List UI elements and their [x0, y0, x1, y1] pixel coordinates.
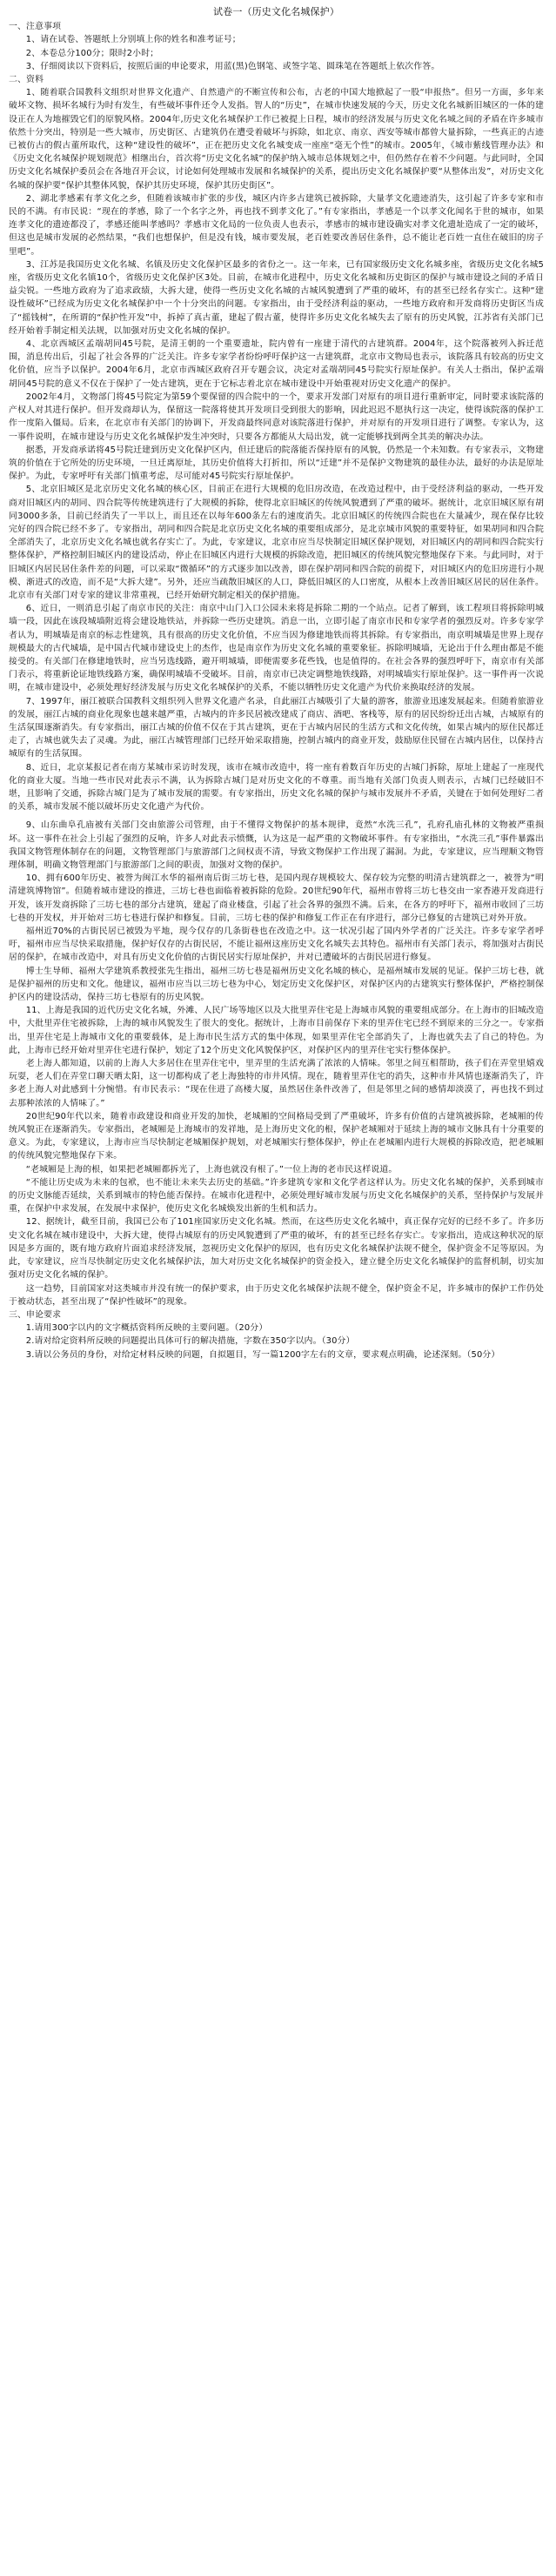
- notice-heading: 一、注意事项: [9, 22, 62, 32]
- material-paragraph: 20世纪90年代以来，随着市政建设和商业开发的加快，老城厢的空间格局受到了严重破坏，许多有价值的古建筑被拆除，老城厢的传统风貌正在逐渐消失。专家指出，老城厢是上海城市的发祥地，是上海历史文化的根，保护老城厢对于延续上海的城市文脉具有十分重要的意义。为此，专家建议，上海市应当尽快制定老城厢保护规划，对老城厢实行整体保护，停止在老城厢内进行大规模的拆除改造，把老城厢的传统风貌完整地保存下来。: [9, 1111, 544, 1161]
- requirements-section: [9, 1308, 544, 1362]
- material-paragraph: 10、拥有600年历史、被誉为闽江水华的福州南后街三坊七巷，是国内现存规模较大、保存较为完整的明清古建筑群之一，被誉为“明清建筑博物馆”。但随着城市建设的推进，三坊七巷也面临着被拆除的危险。20世纪90年代，福州市曾将三坊七巷交由一家香港开发商进行开发，该开发商拆除了三坊七巷的部分古建筑，建起了商业楼盘，引起了社会各界的强烈不满。后来，在各方的呼吁下，福州市收回了三坊七巷的开发权，并开始对三坊七巷进行保护和修复。目前，三坊七巷的保护和修复工作正在有序进行，部分已修复的古建筑已对外开放。: [9, 873, 544, 923]
- material-paragraph: “老城厢是上海的根，如果把老城厢都拆光了，上海也就没有根了。”一位上海的老市民这样说道。: [25, 1164, 398, 1174]
- material-paragraph: 11、上海是我国的近代历史文化名城，外滩、人民广场等地区以及大批里弄住宅是上海城市风貌的重要组成部分。在上海市的旧城改造中，大批里弄住宅被拆除，上海的城市风貌发生了很大的变化。据统计，上海市目前保存下来的里弄住宅已经不到原来的三分之一。专家指出，里弄住宅是上海城市文化的重要载体，是上海市民生活方式的集中体现，如果里弄住宅全部消失了，上海也就失去了自己的特色。为此，上海市已经开始对里弄住宅进行保护，划定了12个历史文化风貌保护区，对保护区内的里弄住宅实行整体保护。: [9, 1006, 544, 1055]
- material-paragraph: 7、1997年，丽江被联合国教科文组织列入世界文化遗产名录，自此丽江古城吸引了大量的游客，旅游业迅速发展起来。但随着旅游业的发展，丽江古城的商业化现象也越来越严重，古城内的许多民居被改建成了商店、酒吧、客栈等，原有的居民纷纷迁出古城，古城原有的生活氛围逐渐消失。有专家指出，丽江古城的价值不仅在于其古建筑，更在于古城内居民的生活方式和文化传统，如果古城内的原住民都迁走了，古城也就失去了灵魂。为此，丽江古城管理部门已经开始采取措施，控制古城内的商业开发，鼓励原住民留在古城内居住，以保持古城原有的生活氛围。: [9, 696, 544, 759]
- material-paragraph: 2、湖北孝感素有孝文化之乡，但随着该城市扩张的步伐，城区内许多古建筑已被拆除，大量孝文化遗迹消失，这引起了许多专家和市民的不满。有市民说：“现在的孝感，除了一个名字之外，再也找不到孝文化了。”有专家指出，孝感是一个以孝文化闻名于世的城市，如果连孝文化的遗迹都没了，孝感还能叫孝感吗？孝感市文化局的一位负责人也表示，孝感市的城市建设确实对孝文化遗址造成了一定的破坏，但这也是城市发展的必然结果，“我们也想保护，但是没有钱，城市要发展，老百姓要改善居住条件，总不能让老百姓一直住在破旧的房子里吧”。: [9, 193, 544, 257]
- material-paragraph: 12、据统计，截至目前，我国已公布了101座国家历史文化名城。然而，在这些历史文化名城中，真正保存完好的已经不多了。许多历史文化名城在城市建设中，大拆大建，使得古城原有的历史风貌遭到了严重的破坏，有的甚至已经名存实亡。专家指出，造成这种状况的原因是多方面的，既有地方政府片面追求经济发展，忽视历史文化保护的原因，也有历史文化名城保护法规不健全，保护资金不足等原因。为此，专家建议，应当尽快制定历史文化名城保护法，加大对历史文化名城保护的资金投入，建立健全历史文化名城保护的监督机制，切实加强对历史文化名城的保护。: [9, 1217, 544, 1281]
- material-paragraph: “不能让历史成为未来的包袱，也不能让未来失去历史的基础。”许多建筑专家和文化学者这样认为。历史文化名城的保护，关系到城市的历史文脉能否延续，关系到城市的特色能否保持。在城市化进程中，必须处理好城市发展与历史文化名城保护的关系，坚持保护与发展并重，在保护中求发展，在发展中求保护，使历史文化名城焕发出新的生机和活力。: [9, 1177, 544, 1214]
- requirement-item: 2.请对给定资料所反映的问题提出具体可行的解决措施，字数在350字以内。（30分）: [25, 1336, 355, 1347]
- material-paragraph: 3、江苏是我国历史文化名城、名镇及历史文化保护区最多的省份之一。这一年来，已有国家级历史文化名城多座，省级历史文化名城5座，省级历史文化名镇10个，省级历史文化保护区3处。目前，在城市化进程中，历史文化名城和历史街区的保护与城市建设之间的矛盾日益尖锐。一些地方政府为了追求政绩，大拆大建，使得一些历史文化名城的古城风貌遭到了严重的破坏，有的甚至已经名存实亡。这种“建设性破坏”已经成为历史文化名城保护中一个十分突出的问题。专家指出，由于受经济利益的驱动，一些地方政府和开发商将历史街区当成了“摇钱树”，在所谓的“保护性开发”中，拆掉了真古董，建起了假古董，使得许多历史文化名城失去了原有的历史风貌，江苏省有关部门已经开始着手制定相关法规，以加强对历史文化名城的保护。: [9, 259, 544, 336]
- material-paragraph: 9、山东曲阜孔庙被有关部门交由旅游公司管理，由于不懂得文物保护的基本规律，竟然“水洗三孔”，孔府孔庙孔林的文物被严重损坏。这一事件在社会上引起了强烈的反响，许多人对此表示愤慨，认为这是一起严重的文物破坏事件。有专家指出，“水洗三孔”事件暴露出我国文物管理体制存在的问题，文物管理部门与旅游部门之间权责不清，导致文物保护工作出现了漏洞。为此，专家建议，应当理顺文物管理体制，明确文物管理部门与旅游部门之间的职责，加强对文物的保护。: [9, 820, 544, 870]
- material-paragraph: 老上海人都知道，以前的上海人大多居住在里弄住宅中，里弄里的生活充满了浓浓的人情味。邻里之间互相帮助，孩子们在弄堂里嬉戏玩耍，老人们在弄堂口聊天晒太阳，这一切都构成了老上海独特的市井风情。现在，随着里弄住宅的消失，这种市井风情也逐渐消失了，许多老上海人对此感到十分惋惜。有市民表示：“现在住进了高楼大厦，虽然居住条件改善了，但是邻里之间的感情却淡漠了，再也找不到过去那种浓浓的人情味了。”: [9, 1059, 544, 1108]
- notice-item: 3、仔细阅读以下资料后，按照后面的申论要求，用蓝(黑)色钢笔、或签字笔、圆珠笔在答题纸上依次作答。: [25, 61, 440, 71]
- material-paragraph: 据悉，开发商承诺将45号院迁建到历史文化保护区内，但迁建后的院落能否保持原有的风貌，仍然是一个未知数。有专家表示，文物建筑的价值在于它所处的历史环境，一旦迁离原址，其历史价值将大打折扣，所以“迁建”并不是保护文物建筑的最佳办法，最好的办法是原址保护。为此，专家呼吁有关部门慎重考虑，尽可能对45号院实行原址保护。: [9, 445, 544, 482]
- requirement-item: 1.请用300字以内的文字概括资料所反映的主要问题。（20分）: [25, 1323, 268, 1334]
- notice-item: 1、请在试卷、答题纸上分别填上你的姓名和准考证号；: [25, 35, 241, 45]
- material-paragraph: 1、随着联合国教科文组织对世界文化遗产、自然遗产的不断宣传和公布，古老的中国大地掀起了一股“申报热”。但另一方面，多年来破坏文物、损坏名城行为时有发生，有些破坏事件还令人发指。智人的“历史”，在城市快速发展的今天，历史文化名城新旧城区的一体的建设正在人为地摧毁它们的原貌风格。2004年,历史文化名城保护工作已被提上日程，城市的经济发展与历史文化名城之间的矛盾在许多城市依然十分突出，特别是一些大城市，历史街区、古建筑仍在遭受着破坏与拆除，如北京、南京、西安等城市都曾大量拆除，一些真正的古迹已被仿古的假古董所取代，这种“建设性的破坏”，正在把历史文化名城变成一座座“毫无个性”的城市。2005年，《城市紫线管理办法》和《历史文化名城保护规划规范》相继出台，首次将“历史文化名城”的保护纳入城市总体规划之中，但仍然存在着不少问题。与此同时，全国历史文化名城保护委员会在各地召开会议，讨论如何处理城市发展和名城保护的关系，提出历史文化名城保护要“从整体出发”，对历史文化名城的保护要“保护其整体风貌，保护其历史环境，保护其历史街区”。: [9, 88, 544, 191]
- material-paragraph: 8、近日，北京某报记者在南方某城市采访时发现，该市在城市改造中，将一座有着数百年历史的古城门拆除，原址上建起了一座现代化的商业大厦。当地一些市民对此表示不满，认为拆除古城门是对历史文化的不尊重。而当地有关部门负责人则表示，古城门已经破旧不堪，且影响了交通，拆除古城门是为了城市发展的需要。有专家指出，历史文化名城的保护与城市发展并不矛盾，关键在于如何处理好二者的关系，城市发展不能以破坏历史文化遗产为代价。: [9, 762, 544, 813]
- notice-item: 2、本卷总分100分；限时2小时；: [25, 48, 159, 58]
- material-paragraph: 4、北京西城区孟端胡同45号院，是清王朝的一个重要遗址，院内曾有一座建于清代的古建筑群。2004年，这个院落被列入拆迁范围，消息传出后，引起了社会各界的广泛关注。许多专家学者纷纷呼吁保护这一古建筑群，北京市文物局也表示，该院落具有较高的历史文化价值，应当予以保护。2004年6月，北京市西城区政府召开专题会议，决定对孟端胡同45号院实行原址保护。有关人士指出，保护孟端胡同45号院的意义不仅在于保护了一处古建筑，更在于它标志着北京在城市建设中开始重视对历史文化遗产的保护。: [9, 339, 544, 389]
- materials-heading: 二、资料: [9, 75, 44, 85]
- material-paragraph: 这一趋势，目前国家对这类城市并没有统一的保护要求，由于历史文化名城保护法规不健全，保护资金不足，许多城市的保护工作仍处于被动状态，甚至出现了“保护性破坏”的现象。: [9, 1283, 544, 1307]
- material-paragraph: 福州近70%的古街民居已被毁为平地，现今仅存的几条街巷也在改造之中。这一状况引起了国内外学者的广泛关注。许多专家学者呼吁，福州市应当尽快采取措施，保护好仅存的古街民居，不能让福州这座历史文化名城失去其特色。福州市有关部门表示，将加强对古街民居的保护，在城市改造中，对具有历史文化价值的古街民居实行原址保护，并对已遭破坏的古街民居进行修复。: [9, 927, 544, 963]
- notice-section: [9, 20, 544, 73]
- material-paragraph: 5、北京旧城区是北京历史文化名城的核心区，目前正在进行大规模的危旧房改造，在改造过程中，由于受经济利益的驱动，一些开发商对旧城区内的胡同、四合院等传统建筑进行了大规模的拆除，使得北京旧城区的传统风貌遭到了严重的破坏。据统计，北京旧城区原有胡同3000多条，目前已经消失了一半以上，而且还在以每年600条左右的速度消失。北京旧城区的传统四合院也在大量减少，现在保存比较完好的四合院已经不多了。专家指出，胡同和四合院是北京历史文化名城的重要组成部分，是北京城市风貌的重要特征，如果胡同和四合院全部消失了，北京历史文化名城也就名存实亡了。为此，专家建议，北京市应当尽快制定旧城区保护规划，对旧城区内的胡同和四合院实行整体保护，严格控制旧城区内的建设活动，停止在旧城区内进行大规模的拆除改造，把旧城区的传统风貌完整地保存下来。与此同时，对于旧城区内居民居住条件差的问题，可以采取“微循环”的方式逐步加以改善，即在保护胡同和四合院的前提下，对旧城区内的危旧房进行小规模、渐进式的改造，而不是“大拆大建”。另外，还应当疏散旧城区的人口，降低旧城区的人口密度，从根本上改善旧城区居民的居住条件。北京市有关部门对专家的建议非常重视，已经开始研究制定相关的保护措施。: [9, 485, 544, 600]
- material-paragraph: 6、近日，一则消息引起了南京市民的关注：南京中山门入口公园未来将是拆除二期的一个站点。记者了解到，该工程项目将拆除明城墙一段，因此在该段城墙附近将会建设地铁站，并拆除一些历史建筑。消息一出，立即引起了南京市民和专家学者的强烈反对。许多专家学者认为，明城墙是南京的标志性建筑，具有很高的历史文化价值，不应当因为修建地铁而将其拆除。有专家指出，南京明城墙是世界上现存规模最大的古代城墙，是中国古代城市建设史上的杰作，也是南京作为历史文化名城的重要象征。拆除明城墙，无论出于什么理由都是不能接受的。有关部门在修建地铁时，应当另选线路，避开明城墙，即便需要多花些钱，也是值得的。在社会各界的强烈呼吁下，南京市有关部门表示，将重新论证地铁线路方案，确保明城墙不受破坏。目前，南京市已决定调整地铁线路，对明城墙实行原址保护。这一事件再一次说明，在城市建设中，必须处理好经济发展与历史文化名城保护的关系，不能以牺牲历史文化遗产为代价来换取经济的发展。: [9, 604, 544, 693]
- materials-section: [9, 73, 544, 1308]
- material-paragraph: 2002年4月，文物部门将45号院定为第59个要保留的四合院中的一个，要求开发部门对原有的项目进行重新审定，同时要求该院落的产权人对其进行保护。但开发商却认为，保留这一院落将使其开发项目受到很大的影响，因此迟迟不愿执行这一决定，使得该院落的保护工作一度陷入僵局。后来，在北京市有关部门的协调下，开发商最终同意对该院落进行保护，并对原有的开发项目进行了调整。专家认为，这一事件说明，在城市建设与历史文化名城保护发生冲突时，只要各方都能从大局出发，就一定能够找到两全其美的解决办法。: [9, 391, 544, 442]
- requirements-heading: 三、申论要求: [9, 1309, 62, 1320]
- requirement-item: 3.请以公务员的身份，对给定材料反映的问题，自拟题目，写一篇1200字左右的文章，要求观点明确，论述深刻。（50分）: [25, 1349, 500, 1360]
- material-paragraph: 博士生导师、福州大学建筑系教授张先生指出，福州三坊七巷是福州历史文化名城的核心，是福州城市发展的见证。保护三坊七巷，就是保护福州的历史和文化。他建议，福州市应当以三坊七巷为中心，划定历史文化保护区，对保护区内的古建筑实行整体保护，严格控制保护区内的建设活动，保持三坊七巷原有的历史风貌。: [9, 966, 544, 1003]
- paper-title: 试卷一（历史文化名城保护）: [213, 6, 339, 17]
